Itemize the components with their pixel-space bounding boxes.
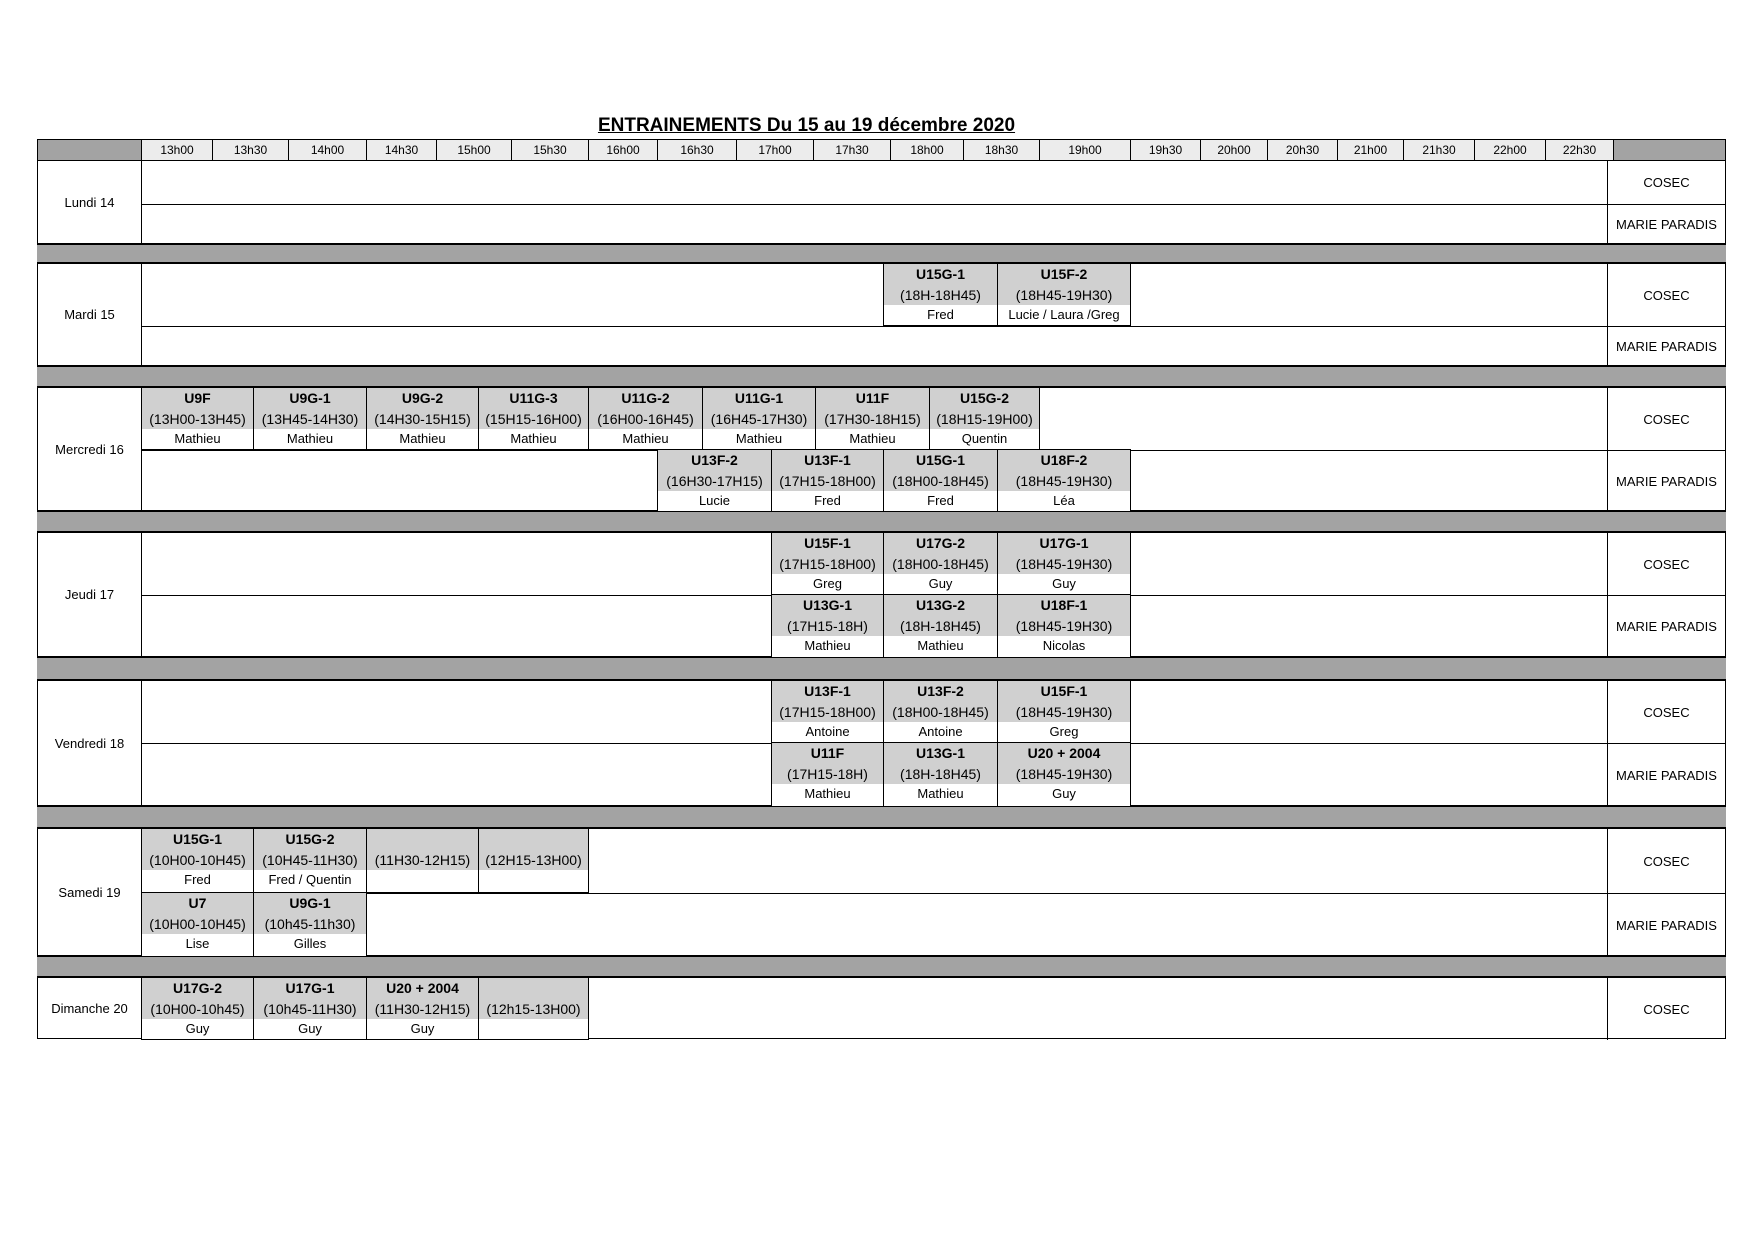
session-coach: Antoine: [918, 724, 963, 739]
session-team-code: U15G-2: [254, 829, 366, 850]
session-hours: (17H15-18H00): [772, 702, 883, 722]
training-session: [141, 977, 254, 1040]
session-coach: Guy: [298, 1021, 322, 1036]
session-team-code: U11G-3: [479, 388, 588, 409]
session-coach: Mathieu: [622, 431, 669, 446]
training-session: [141, 892, 254, 957]
venue-divider: [142, 326, 1725, 327]
session-coach: Fred / Quentin: [268, 872, 352, 887]
venue-label: MARIE PARADIS: [1607, 743, 1725, 807]
time-slot-header: 22h00: [1474, 140, 1545, 161]
session-team-code: U17G-1: [254, 978, 366, 999]
training-session: [883, 449, 998, 512]
session-hours: (16H45-17H30): [703, 409, 815, 429]
training-session: [771, 680, 884, 743]
session-coach: [479, 870, 588, 890]
session-hours: (16H30-17H15): [658, 471, 771, 491]
training-session: [771, 742, 884, 807]
session-hours: (18H45-19H30): [998, 285, 1130, 305]
session-coach: Gilles: [293, 936, 327, 951]
session-team-code: U13G-1: [772, 595, 883, 616]
time-slot-header: 14h00: [288, 140, 366, 161]
training-session: [478, 387, 589, 450]
session-hours: (16H00-16H45): [589, 409, 702, 429]
training-session: [478, 828, 589, 893]
time-slot-header: 13h30: [212, 140, 288, 161]
training-session: [253, 828, 367, 893]
session-coach: Fred: [927, 493, 954, 508]
training-session: [883, 594, 998, 658]
session-hours: (18H00-18H45): [884, 471, 997, 491]
session-coach: Greg: [813, 576, 842, 591]
venue-label: COSEC: [1607, 829, 1725, 893]
session-team-code: U20 + 2004: [998, 743, 1130, 764]
training-session: [588, 387, 703, 450]
venue-label: MARIE PARADIS: [1607, 450, 1725, 512]
session-hours: (11H30-12H15): [367, 999, 478, 1019]
session-coach: Fred: [814, 493, 841, 508]
session-coach: Guy: [410, 1021, 435, 1036]
session-hours: (11H30-12H15): [367, 850, 478, 870]
session-coach: Guy: [1052, 576, 1076, 591]
training-session: [366, 977, 479, 1040]
time-slot-header: 19h00: [1039, 140, 1130, 161]
training-session: [997, 263, 1131, 326]
session-coach: [367, 870, 478, 890]
session-hours: (17H15-18H00): [772, 554, 883, 574]
training-session: [997, 449, 1131, 512]
training-session: [771, 594, 884, 658]
session-coach: Mathieu: [917, 638, 964, 653]
training-session: [366, 828, 479, 893]
session-coach: Greg: [1049, 724, 1079, 739]
session-team-code: U17G-2: [142, 978, 253, 999]
session-team-code: U13G-2: [884, 595, 997, 616]
session-coach: Fred: [927, 307, 954, 322]
session-team-code: [479, 978, 588, 999]
training-session: [997, 594, 1131, 658]
time-slot-header: 16h30: [657, 140, 736, 161]
session-hours: (18H-18H45): [884, 616, 997, 636]
session-hours: (18H-18H45): [884, 764, 997, 784]
venue-label: MARIE PARADIS: [1607, 595, 1725, 658]
session-coach: Mathieu: [174, 431, 221, 446]
session-team-code: U15G-1: [142, 829, 253, 850]
session-coach: Nicolas: [1042, 638, 1086, 653]
training-session: [253, 892, 367, 957]
time-header-divider: [1613, 140, 1614, 161]
session-team-code: U20 + 2004: [367, 978, 478, 999]
day-separator: [37, 366, 1726, 387]
session-team-code: [367, 829, 478, 850]
session-team-code: U17G-2: [884, 533, 997, 554]
session-hours: (13H00-13H45): [142, 409, 253, 429]
time-slot-header: 14h30: [366, 140, 436, 161]
session-team-code: U9G-1: [254, 388, 366, 409]
session-team-code: U15F-1: [998, 681, 1130, 702]
session-hours: (17H15-18H): [772, 616, 883, 636]
day-separator: [37, 956, 1726, 977]
time-slot-header: 18h30: [963, 140, 1039, 161]
session-coach: Guy: [928, 576, 953, 591]
day-separator: [37, 511, 1726, 532]
session-team-code: U18F-2: [998, 450, 1130, 471]
session-team-code: U13F-2: [884, 681, 997, 702]
session-coach: Fred: [184, 872, 211, 887]
session-hours: (18H45-19H30): [998, 554, 1130, 574]
session-team-code: U15F-2: [998, 264, 1130, 285]
session-hours: (17H30-18H15): [816, 409, 929, 429]
session-coach: Guy: [185, 1021, 210, 1036]
session-coach: Mathieu: [735, 431, 783, 446]
session-coach: Lucie / Laura /Greg: [1008, 307, 1120, 322]
session-hours: (10h45-11H30): [254, 999, 366, 1019]
time-slot-header: 17h30: [813, 140, 890, 161]
venue-label: COSEC: [1607, 388, 1725, 450]
session-hours: (10H00-10H45): [142, 914, 253, 934]
venue-divider: [142, 893, 1725, 894]
session-team-code: U18F-1: [998, 595, 1130, 616]
venue-label: MARIE PARADIS: [1607, 326, 1725, 367]
schedule-title: ENTRAINEMENTS Du 15 au 19 décembre 2020: [597, 115, 1016, 136]
venue-label: COSEC: [1607, 533, 1725, 595]
session-hours: (18H45-19H30): [998, 764, 1130, 784]
training-session: [883, 532, 998, 595]
session-team-code: U11G-2: [589, 388, 702, 409]
session-coach: Mathieu: [804, 786, 851, 801]
session-hours: (17H15-18H): [772, 764, 883, 784]
session-hours: (18H15-19H00): [930, 409, 1039, 429]
session-hours: (10h45-11h30): [254, 914, 366, 934]
session-coach: Léa: [1053, 493, 1075, 508]
day-label: Samedi 19: [38, 829, 142, 955]
venue-divider: [142, 204, 1725, 205]
session-hours: (10H00-10h45): [142, 999, 253, 1019]
training-session: [141, 828, 254, 893]
training-session: [883, 742, 998, 807]
session-coach: Quentin: [961, 431, 1008, 446]
training-session: [771, 449, 884, 512]
session-team-code: U9F: [142, 388, 253, 409]
session-coach: Guy: [1052, 786, 1076, 801]
venue-label: COSEC: [1607, 264, 1725, 326]
day-block: [37, 532, 1726, 657]
session-team-code: U15G-1: [884, 264, 997, 285]
session-hours: (15H15-16H00): [479, 409, 588, 429]
day-label: Dimanche 20: [38, 978, 142, 1038]
time-slot-header: 15h30: [511, 140, 588, 161]
session-coach: Lise: [185, 936, 210, 951]
session-hours: (10H00-10H45): [142, 850, 253, 870]
day-label: Vendredi 18: [38, 681, 142, 805]
session-team-code: U15G-1: [884, 450, 997, 471]
time-slot-header: 16h00: [588, 140, 657, 161]
session-team-code: U11F: [772, 743, 883, 764]
training-session: [815, 387, 930, 450]
session-team-code: U9G-1: [254, 893, 366, 914]
training-session: [929, 387, 1040, 450]
venue-label: COSEC: [1607, 161, 1725, 204]
session-team-code: U13F-1: [772, 450, 883, 471]
training-session: [657, 449, 772, 512]
day-label: Jeudi 17: [38, 533, 142, 656]
session-team-code: [479, 829, 588, 850]
session-team-code: U13F-2: [658, 450, 771, 471]
session-coach: Mathieu: [917, 786, 964, 801]
training-session: [253, 977, 367, 1040]
session-hours: (13H45-14H30): [254, 409, 366, 429]
session-coach: Mathieu: [399, 431, 446, 446]
training-session: [702, 387, 816, 450]
session-hours: (18H45-19H30): [998, 702, 1130, 722]
training-session: [771, 532, 884, 595]
training-session: [997, 742, 1131, 807]
session-team-code: U11G-1: [703, 388, 815, 409]
day-block: [37, 263, 1726, 366]
training-session: [883, 680, 998, 743]
day-block: [37, 828, 1726, 956]
training-session: [141, 387, 254, 450]
time-slot-header: 21h30: [1403, 140, 1474, 161]
session-hours: (18H00-18H45): [884, 702, 997, 722]
session-coach: Lucie: [698, 493, 731, 508]
session-coach: Mathieu: [804, 638, 851, 653]
session-hours: (12h15-13H00): [479, 999, 588, 1019]
session-team-code: U15F-1: [772, 533, 883, 554]
session-hours: (14H30-15H15): [367, 409, 478, 429]
day-separator: [37, 806, 1726, 828]
session-hours: (18H00-18H45): [884, 554, 997, 574]
session-hours: (18H-18H45): [884, 285, 997, 305]
time-slot-header: 20h30: [1267, 140, 1337, 161]
time-slot-header: 18h00: [890, 140, 963, 161]
time-slot-header: 21h00: [1337, 140, 1403, 161]
session-team-code: U11F: [816, 388, 929, 409]
session-coach: Mathieu: [286, 431, 334, 446]
session-hours: (17H15-18H00): [772, 471, 883, 491]
training-session: [883, 263, 998, 326]
training-session: [366, 387, 479, 450]
day-label: Mardi 15: [38, 264, 142, 365]
training-session: [478, 977, 589, 1040]
time-slot-header: 17h00: [736, 140, 813, 161]
session-team-code: U15G-2: [930, 388, 1039, 409]
session-coach: Antoine: [805, 724, 850, 739]
session-hours: (12H15-13H00): [479, 850, 588, 870]
training-session: [997, 680, 1131, 743]
session-team-code: U17G-1: [998, 533, 1130, 554]
day-separator: [37, 657, 1726, 680]
venue-label: COSEC: [1607, 681, 1725, 743]
time-slot-header: 20h00: [1200, 140, 1267, 161]
session-hours: (10H45-11H30): [254, 850, 366, 870]
day-block: [37, 160, 1726, 244]
training-session: [253, 387, 367, 450]
day-label: Lundi 14: [38, 161, 142, 243]
session-team-code: U13F-1: [772, 681, 883, 702]
day-label: Mercredi 16: [38, 388, 142, 510]
session-coach: Mathieu: [510, 431, 557, 446]
venue-label: MARIE PARADIS: [1607, 204, 1725, 245]
time-slot-header: 22h30: [1545, 140, 1613, 161]
time-slot-header: 15h00: [436, 140, 511, 161]
time-slot-header: 19h30: [1130, 140, 1200, 161]
day-separator: [37, 244, 1726, 263]
venue-label: COSEC: [1607, 978, 1725, 1040]
time-slot-header: 13h00: [141, 140, 212, 161]
session-team-code: U7: [142, 893, 253, 914]
session-coach: [479, 1019, 588, 1039]
session-hours: (18H45-19H30): [998, 616, 1130, 636]
session-hours: (18H45-19H30): [998, 471, 1130, 491]
day-block: [37, 977, 1726, 1039]
session-coach: Mathieu: [849, 431, 896, 446]
day-block: [37, 387, 1726, 511]
venue-label: MARIE PARADIS: [1607, 893, 1725, 957]
day-block: [37, 680, 1726, 806]
training-session: [997, 532, 1131, 595]
session-team-code: U13G-1: [884, 743, 997, 764]
session-team-code: U9G-2: [367, 388, 478, 409]
